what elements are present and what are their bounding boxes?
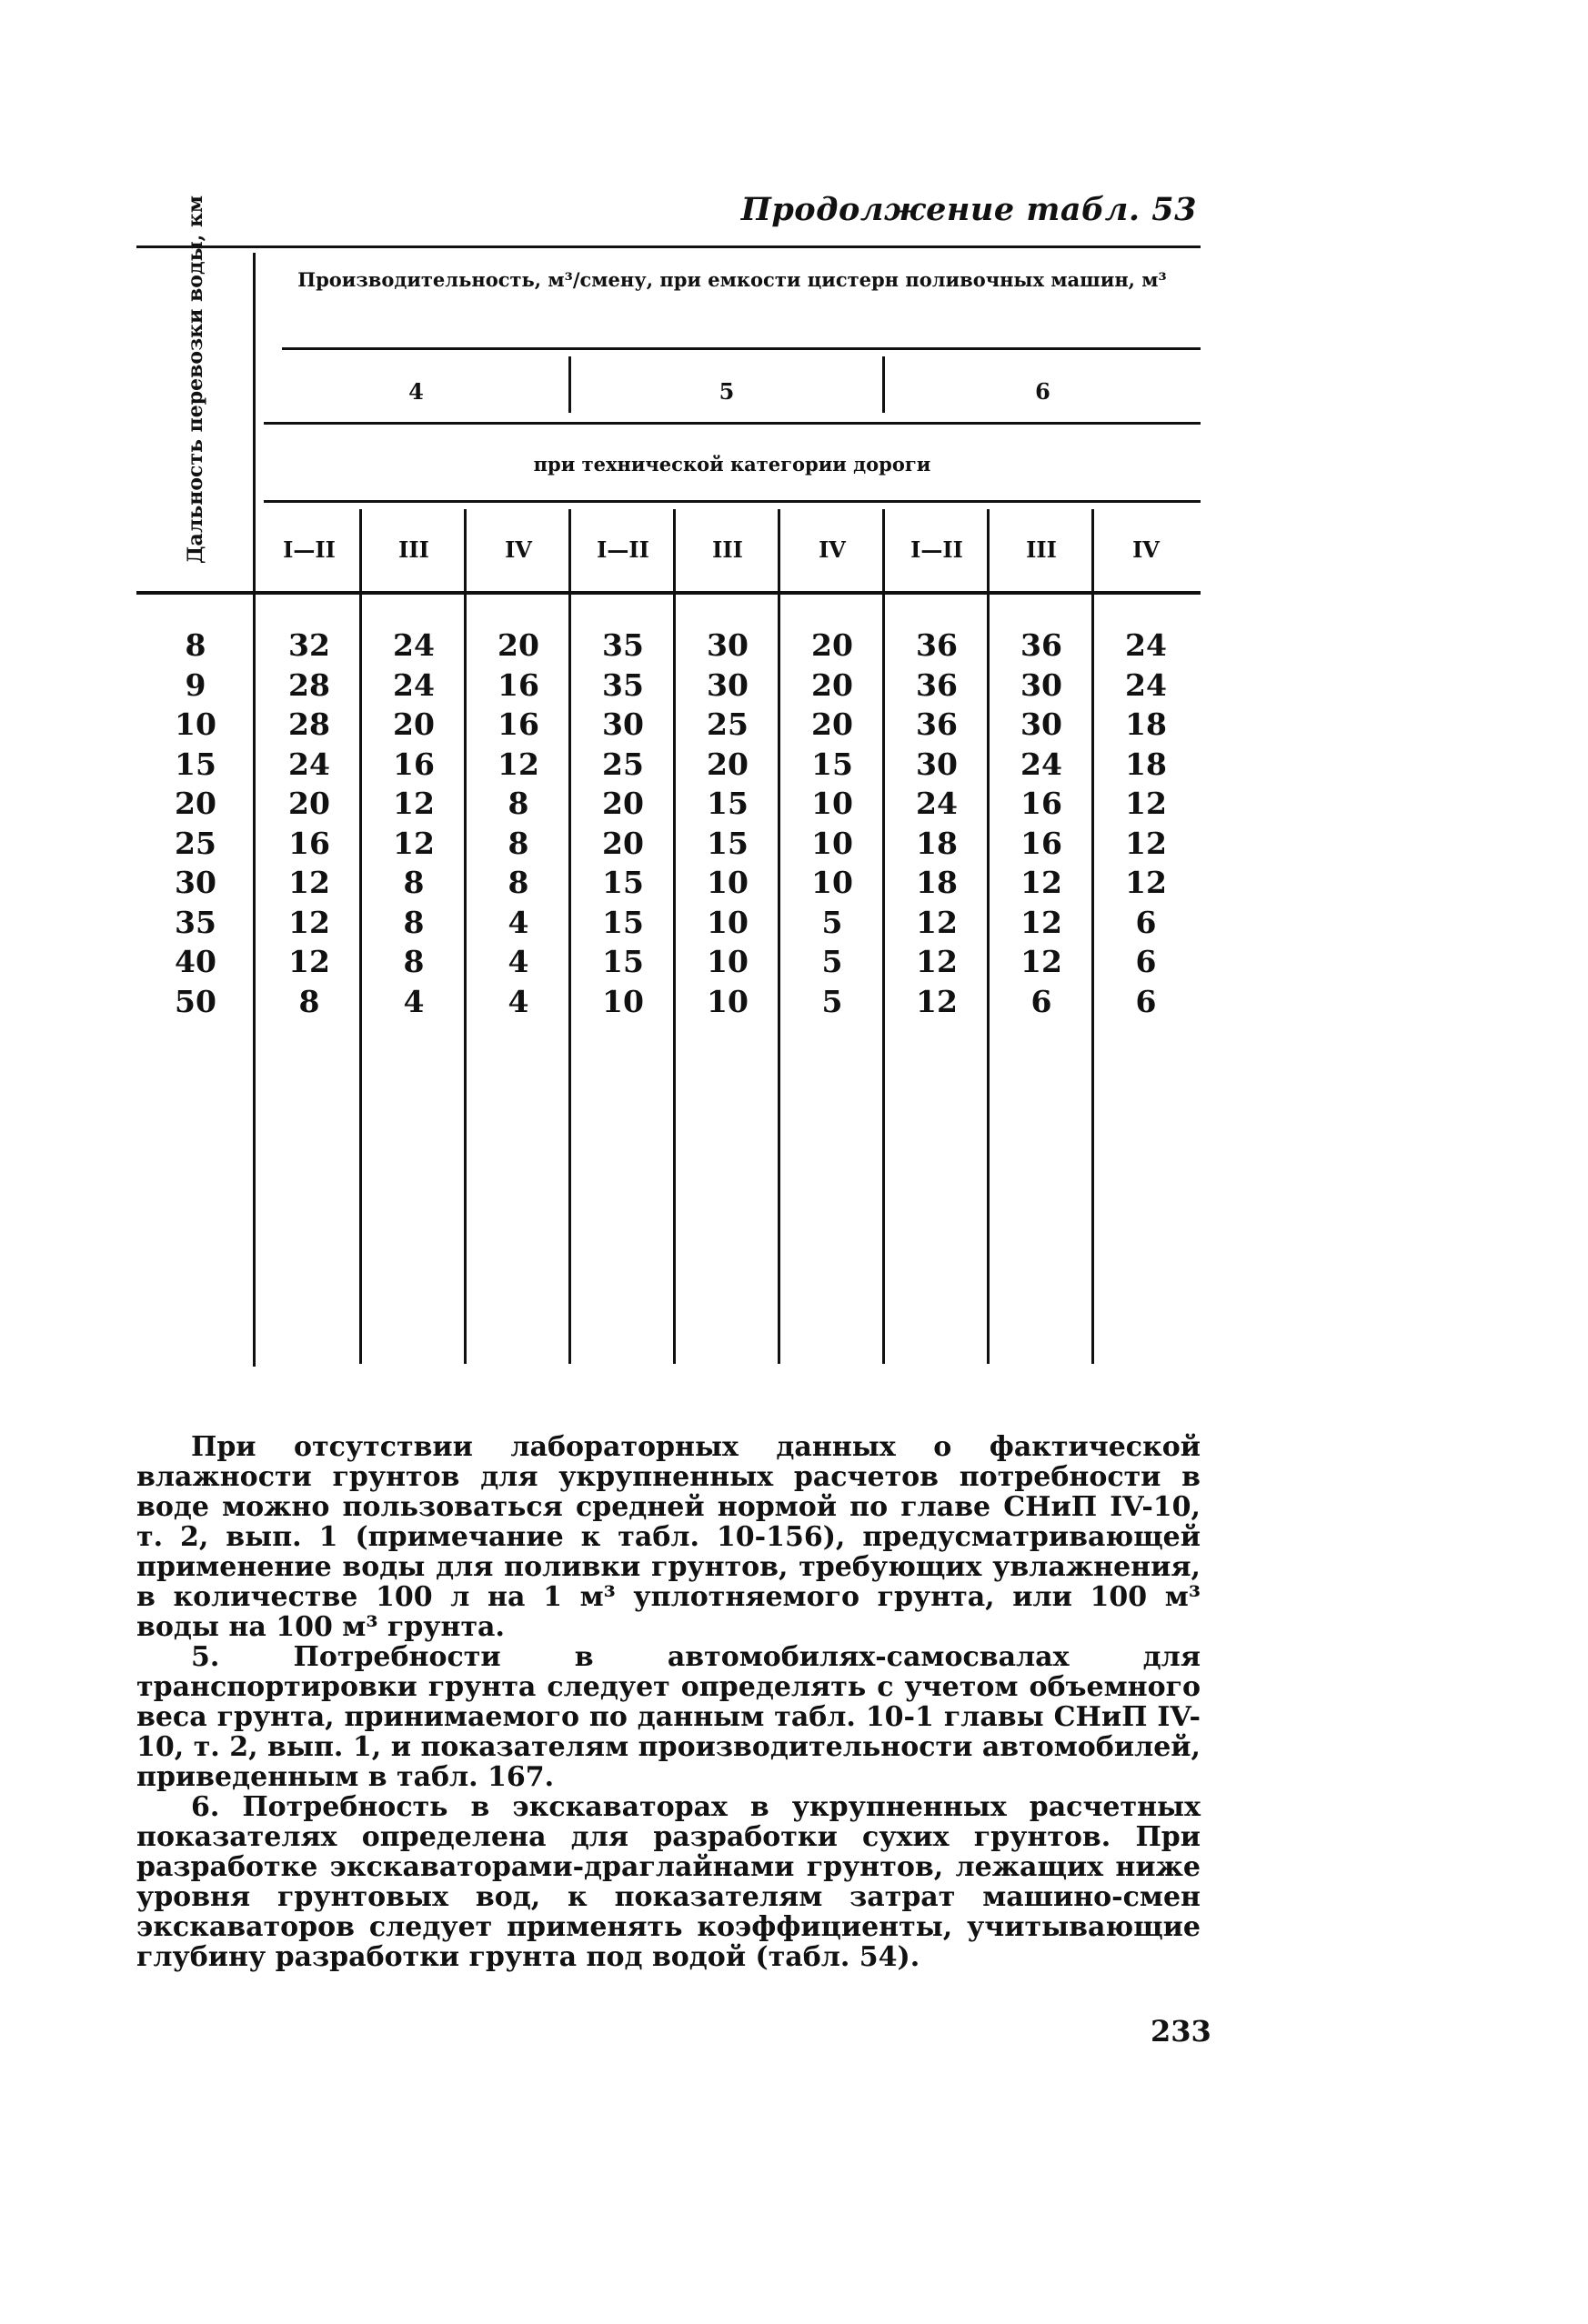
paragraph: 6. Потребность в экскаваторах в укрупненных расчетных показателях определена для разработки сухих грунтов. При разработке экскаваторами-драглайнами грунтов, лежащих ниже уровня грунтовых вод, к показателям затрат машино-смен экскаваторов следует применять коэффициенты, учитывающие глубину разработки грунта под водой (табл. 54). <box>136 1791 1201 1973</box>
table-cell: 12 <box>288 904 330 940</box>
table-cell: 24 <box>1020 746 1062 782</box>
row-distance: 50 <box>175 983 216 1019</box>
table-cell: 24 <box>393 627 435 663</box>
table-cell: 24 <box>1125 666 1167 703</box>
table-cell: 24 <box>916 786 958 821</box>
table-cell: 10 <box>811 786 853 821</box>
table-cell: 12 <box>393 786 435 821</box>
table-cell: 6 <box>1135 944 1157 979</box>
subheader-category: IV <box>505 536 532 563</box>
table-cell: 15 <box>602 944 644 979</box>
table-cell: 16 <box>1020 825 1062 861</box>
table-cell: 36 <box>916 666 958 703</box>
table-cell: 20 <box>811 706 853 742</box>
table-cell: 16 <box>393 746 435 782</box>
row-distance: 20 <box>175 786 216 821</box>
header-bottom-rule <box>136 591 1201 595</box>
table-cell: 16 <box>1020 786 1062 821</box>
table-cell: 20 <box>811 666 853 703</box>
table-cell: 15 <box>602 904 644 940</box>
table-cell: 10 <box>707 904 749 940</box>
table-cell: 30 <box>707 666 749 703</box>
table-cell: 20 <box>707 746 749 782</box>
table-cell: 8 <box>508 786 529 821</box>
table-cell: 32 <box>288 627 330 663</box>
table-top-rule <box>136 245 1201 248</box>
table-cell: 20 <box>498 627 539 663</box>
table-cell: 28 <box>288 666 330 703</box>
row-distance: 9 <box>185 666 206 703</box>
table-cell: 6 <box>1135 983 1157 1019</box>
category-label: при технической категории дороги <box>533 453 931 476</box>
table-cell: 12 <box>1020 865 1062 900</box>
table-cell: 10 <box>811 825 853 861</box>
row-distance: 35 <box>175 904 216 940</box>
table-cell: 12 <box>1125 786 1167 821</box>
table-cell: 20 <box>602 825 644 861</box>
column-divider <box>987 509 990 1364</box>
table-cell: 16 <box>498 666 539 703</box>
column-divider <box>673 509 676 1364</box>
table-cell: 4 <box>403 983 425 1019</box>
row-distance: 15 <box>175 746 216 782</box>
table-cell: 30 <box>1020 666 1062 703</box>
table-cell: 10 <box>707 983 749 1019</box>
capacity-6: 6 <box>1035 378 1050 405</box>
row-distance: 8 <box>185 627 206 663</box>
table-cell: 20 <box>811 627 853 663</box>
table-cell: 15 <box>811 746 853 782</box>
paragraph: При отсутствии лабораторных данных о фактической влажности грунтов для укрупненных расчетов потребности в воде можно пользоваться средней нормой по главе СНиП IV-10, т. 2, вып. 1 (примечание к табл. 10-156), предусматривающей применение воды для поливки грунтов, требующих увлажнения, в количестве 100 л на 1 м³ уплотняемого грунта, или 100 м³ воды на 100 м³ грунта. <box>136 1431 1201 1643</box>
table-cell: 12 <box>1125 865 1167 900</box>
table-cell: 35 <box>602 666 644 703</box>
table-cell: 8 <box>403 865 425 900</box>
table-cell: 8 <box>508 825 529 861</box>
table-cell: 12 <box>1020 944 1062 979</box>
capacity-5: 5 <box>719 378 735 405</box>
subheader-category: III <box>1026 536 1057 563</box>
table-cell: 35 <box>602 627 644 663</box>
table-cell: 12 <box>916 904 958 940</box>
table-cell: 5 <box>821 983 843 1019</box>
row-distance: 30 <box>175 865 216 900</box>
table-cell: 12 <box>288 944 330 979</box>
table-cell: 10 <box>602 983 644 1019</box>
table-cell: 12 <box>1125 825 1167 861</box>
table-cell: 16 <box>498 706 539 742</box>
table-cell: 36 <box>916 627 958 663</box>
table-cell: 12 <box>1020 904 1062 940</box>
table-cell: 24 <box>393 666 435 703</box>
table-cell: 5 <box>821 904 843 940</box>
table-cell: 20 <box>393 706 435 742</box>
table-cell: 15 <box>707 786 749 821</box>
subheader-category: IV <box>1132 536 1160 563</box>
column-divider <box>568 509 571 1364</box>
table-cell: 10 <box>811 865 853 900</box>
column-divider <box>464 509 467 1364</box>
table-cell: 25 <box>707 706 749 742</box>
table-cell: 16 <box>288 825 330 861</box>
table-cell: 8 <box>508 865 529 900</box>
row-header-label: Дальность перевозки воды, км <box>184 195 207 564</box>
subheader-category: I—II <box>910 536 963 563</box>
table-cell: 8 <box>403 904 425 940</box>
subheader-category: III <box>398 536 429 563</box>
table-cell: 12 <box>498 746 539 782</box>
table-cell: 36 <box>1020 627 1062 663</box>
paragraph: 5. Потребности в автомобилях-самосвалах для транспортировки грунта следует определять с учетом объемного веса грунта, принимаемого по данным табл. 10-1 главы СНиП IV-10, т. 2, вып. 1, и показателям производительности автомобилей, приведенным в табл. 167. <box>136 1641 1201 1793</box>
table-cell: 30 <box>602 706 644 742</box>
capacity-rule <box>282 347 1201 350</box>
row-header-cell <box>136 195 255 591</box>
table-cell: 30 <box>707 627 749 663</box>
table-cell: 18 <box>916 825 958 861</box>
table-cell: 5 <box>821 944 843 979</box>
table-cell: 15 <box>707 825 749 861</box>
page-number: 233 <box>1151 2014 1211 2049</box>
table-cell: 18 <box>916 865 958 900</box>
table-cell: 20 <box>288 786 330 821</box>
subheader-category: I—II <box>597 536 649 563</box>
column-divider <box>359 509 362 1364</box>
table-cell: 18 <box>1125 746 1167 782</box>
table-cell: 25 <box>602 746 644 782</box>
table-cell: 12 <box>916 983 958 1019</box>
table-caption: Продолжение табл. 53 <box>740 191 1197 228</box>
table-cell: 24 <box>1125 627 1167 663</box>
subheader-category: I—II <box>283 536 336 563</box>
column-divider <box>1091 509 1094 1364</box>
subheader-category: III <box>712 536 743 563</box>
table-cell: 24 <box>288 746 330 782</box>
category-rule <box>264 422 1201 425</box>
table-cell: 4 <box>508 983 529 1019</box>
table-cell: 12 <box>393 825 435 861</box>
table-cell: 10 <box>707 865 749 900</box>
table-cell: 4 <box>508 944 529 979</box>
table-cell: 36 <box>916 706 958 742</box>
header-main: Производительность, м³/смену, при емкости цистерн поливочных машин, м³ <box>297 268 1167 291</box>
table-cell: 30 <box>1020 706 1062 742</box>
row-distance: 40 <box>175 944 216 979</box>
table-cell: 4 <box>508 904 529 940</box>
capacity-4: 4 <box>408 378 424 405</box>
table-cell: 8 <box>403 944 425 979</box>
table-cell: 6 <box>1135 904 1157 940</box>
table-cell: 20 <box>602 786 644 821</box>
table-cell: 28 <box>288 706 330 742</box>
table-cell: 30 <box>916 746 958 782</box>
table-cell: 6 <box>1030 983 1052 1019</box>
row-distance: 25 <box>175 825 216 861</box>
table-cell: 15 <box>602 865 644 900</box>
column-divider <box>778 509 780 1364</box>
subheader-category: IV <box>819 536 846 563</box>
column-divider <box>882 509 885 1364</box>
table-cell: 12 <box>916 944 958 979</box>
table-cell: 10 <box>707 944 749 979</box>
table-cell: 18 <box>1125 706 1167 742</box>
subheader-rule <box>264 500 1201 503</box>
table-cell: 12 <box>288 865 330 900</box>
body-text <box>136 1432 1201 1972</box>
row-distance: 10 <box>175 706 216 742</box>
table-cell: 8 <box>298 983 320 1019</box>
